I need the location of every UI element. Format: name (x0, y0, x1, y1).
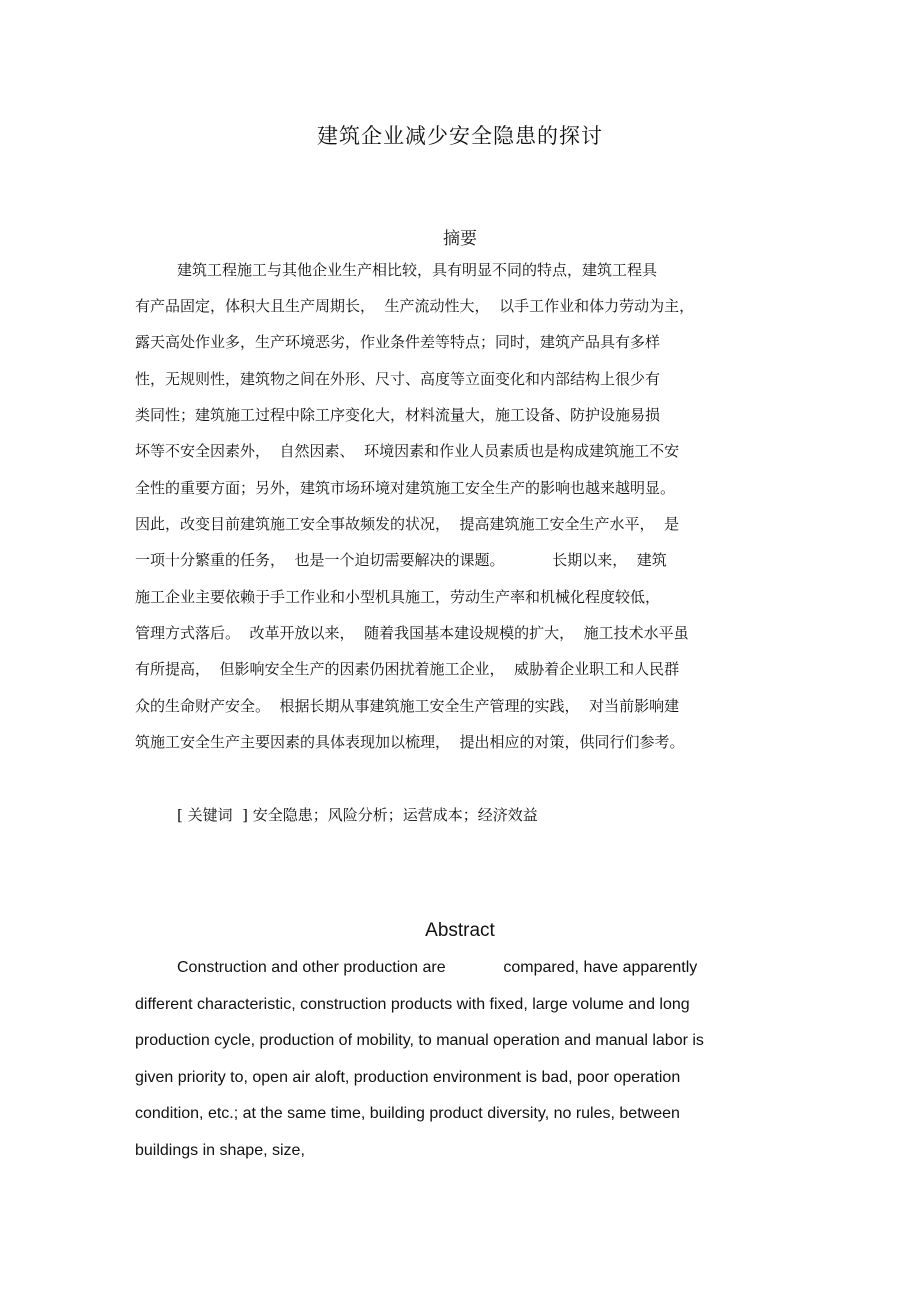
document-title: 建筑企业减少安全隐患的探讨 (317, 124, 603, 148)
abstract-cn-line: 一项十分繁重的任务， 也是一个迫切需要解决的课题。 长期以来， 建筑 (135, 551, 667, 569)
abstract-cn-line: 筑施工安全生产主要因素的具体表现加以梳理， 提出相应的对策，供同行们参考。 (135, 733, 685, 751)
keywords: [ 关键词 ] 安全隐患；风险分析；运营成本；经济效益 (177, 806, 538, 824)
abstract-cn-heading: 摘要 (443, 229, 477, 249)
abstract-en-line: production cycle, production of mobility, to manual operation and manual labor is (135, 1032, 704, 1049)
abstract-cn-line: 有产品固定，体积大且生产周期长， 生产流动性大， 以手工作业和体力劳动为主， (135, 297, 695, 315)
abstract-cn-line: 管理方式落后。 改革开放以来， 随着我国基本建设规模的扩大， 施工技术水平虽 (135, 624, 689, 642)
abstract-cn-line: 类同性；建筑施工过程中除工序变化大，材料流量大，施工设备、防护设施易损 (135, 406, 661, 424)
abstract-cn-line: 坏等不安全因素外， 自然因素、 环境因素和作业人员素质也是构成建筑施工不安 (135, 442, 680, 460)
abstract-en-heading: Abstract (425, 920, 495, 941)
abstract-en-line: different characteristic, construction products with fixed, large volume and long (135, 996, 690, 1013)
abstract-cn-line: 露天高处作业多，生产环境恶劣，作业条件差等特点；同时，建筑产品具有多样 (135, 333, 661, 351)
abstract-en-line: Construction and other production are compared, have apparently (177, 959, 698, 976)
abstract-cn-line: 建筑工程施工与其他企业生产相比较，具有明显不同的特点，建筑工程具 (177, 261, 658, 279)
abstract-en-line: given priority to, open air aloft, production environment is bad, poor operation (135, 1069, 681, 1086)
abstract-cn-line: 施工企业主要依赖于手工作业和小型机具施工，劳动生产率和机械化程度较低， (135, 588, 661, 606)
abstract-cn-line: 因此，改变目前建筑施工安全事故频发的状况， 提高建筑施工安全生产水平， 是 (135, 515, 680, 533)
abstract-cn-line: 有所提高， 但影响安全生产的因素仍困扰着施工企业， 威胁着企业职工和人民群 (135, 660, 680, 678)
abstract-cn-line: 全性的重要方面；另外，建筑市场环境对建筑施工安全生产的影响也越来越明显。 (135, 479, 676, 497)
abstract-en-line: buildings in shape, size, (135, 1142, 305, 1159)
abstract-en-line: condition, etc.; at the same time, building product diversity, no rules, between (135, 1105, 680, 1122)
abstract-cn-line: 性，无规则性，建筑物之间在外形、尺寸、高度等立面变化和内部结构上很少有 (135, 370, 661, 388)
abstract-cn-line: 众的生命财产安全。 根据长期从事建筑施工安全生产管理的实践， 对当前影响建 (135, 697, 680, 715)
